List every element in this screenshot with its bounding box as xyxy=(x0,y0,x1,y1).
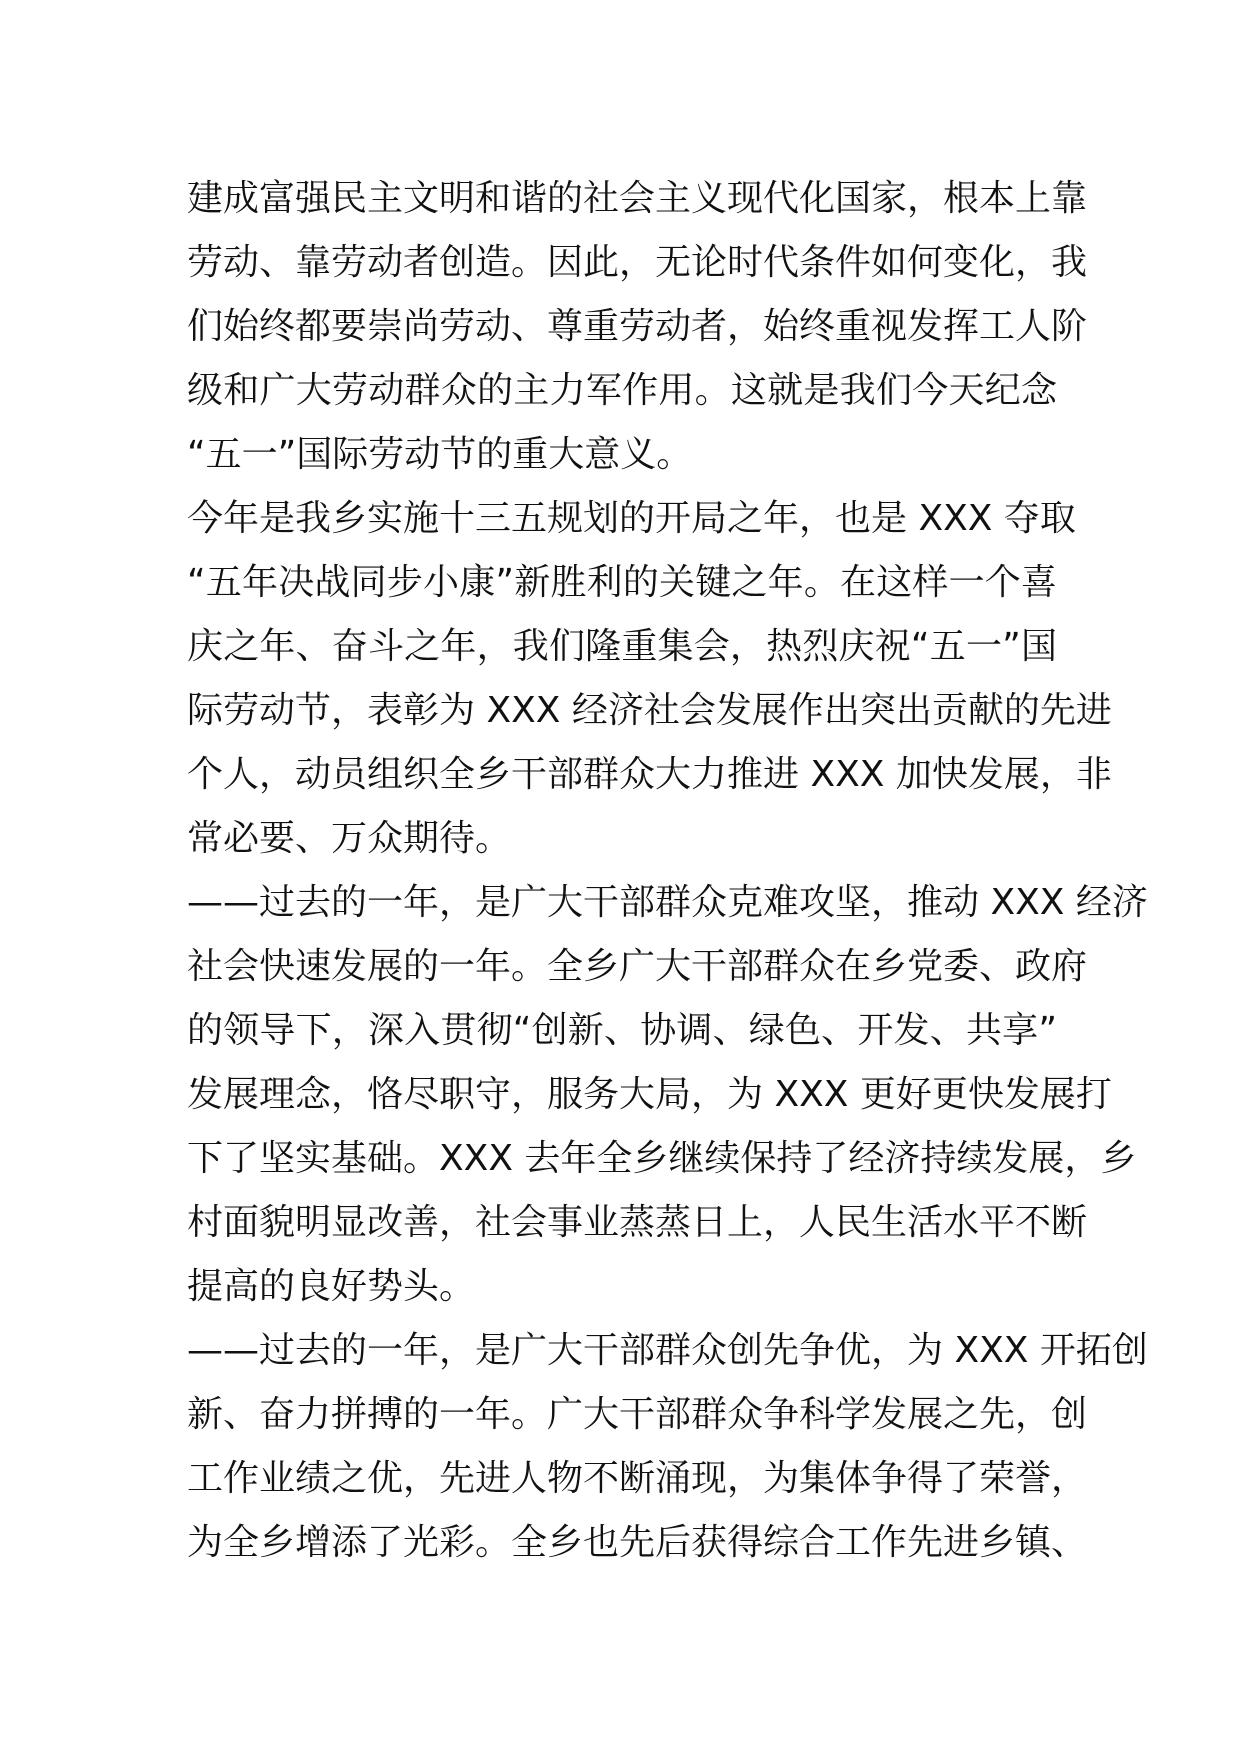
text-line: 村面貌明显改善，社会事业蒸蒸日上，人民生活水平不断 xyxy=(187,1202,1088,1243)
text-line: 级和广大劳动群众的主力军作用。这就是我们今天纪念 xyxy=(187,370,1057,411)
text-line: ——过去的一年，是广大干部群众创先争优，为 XXX 开拓创 xyxy=(187,1330,1148,1371)
text-line: 为全乡增添了光彩。全乡也先后获得综合工作先进乡镇、 xyxy=(187,1522,1088,1563)
text-line: 提高的良好势头。 xyxy=(187,1266,476,1307)
text-line: 今年是我乡实施十三五规划的开局之年，也是 XXX 夺取 xyxy=(187,498,1076,539)
text-line: 新、奋力拼搏的一年。广大干部群众争科学发展之先，创 xyxy=(187,1394,1088,1435)
text-line: 常必要、万众期待。 xyxy=(187,818,512,859)
text-line: 庆之年、奋斗之年，我们隆重集会，热烈庆祝“五一”国 xyxy=(187,626,1057,667)
text-line: 发展理念，恪尽职守，服务大局，为 XXX 更好更快发展打 xyxy=(187,1074,1112,1115)
text-line: 建成富强民主文明和谐的社会主义现代化国家，根本上靠 xyxy=(187,178,1088,219)
text-line: “五一”国际劳动节的重大意义。 xyxy=(187,434,693,475)
text-line: 个人，动员组织全乡干部群众大力推进 XXX 加快发展，非 xyxy=(187,754,1112,795)
text-line: “五年决战同步小康”新胜利的关键之年。在这样一个喜 xyxy=(187,562,1057,603)
text-line: ——过去的一年，是广大干部群众克难攻坚，推动 XXX 经济 xyxy=(187,882,1148,923)
document-body xyxy=(187,167,1148,1575)
text-line: 们始终都要崇尚劳动、尊重劳动者，始终重视发挥工人阶 xyxy=(187,306,1088,347)
text-line: 的领导下，深入贯彻“创新、协调、绿色、开发、共享” xyxy=(187,1010,1057,1051)
text-line: 社会快速发展的一年。全乡广大干部群众在乡党委、政府 xyxy=(187,946,1088,987)
text-line: 劳动、靠劳动者创造。因此，无论时代条件如何变化，我 xyxy=(187,242,1088,283)
text-line: 下了坚实基础。XXX 去年全乡继续保持了经济持续发展，乡 xyxy=(187,1138,1137,1179)
text-line: 际劳动节，表彰为 XXX 经济社会发展作出突出贡献的先进 xyxy=(187,690,1112,731)
text-line: 工作业绩之优，先进人物不断涌现，为集体争得了荣誉， xyxy=(187,1458,1088,1499)
